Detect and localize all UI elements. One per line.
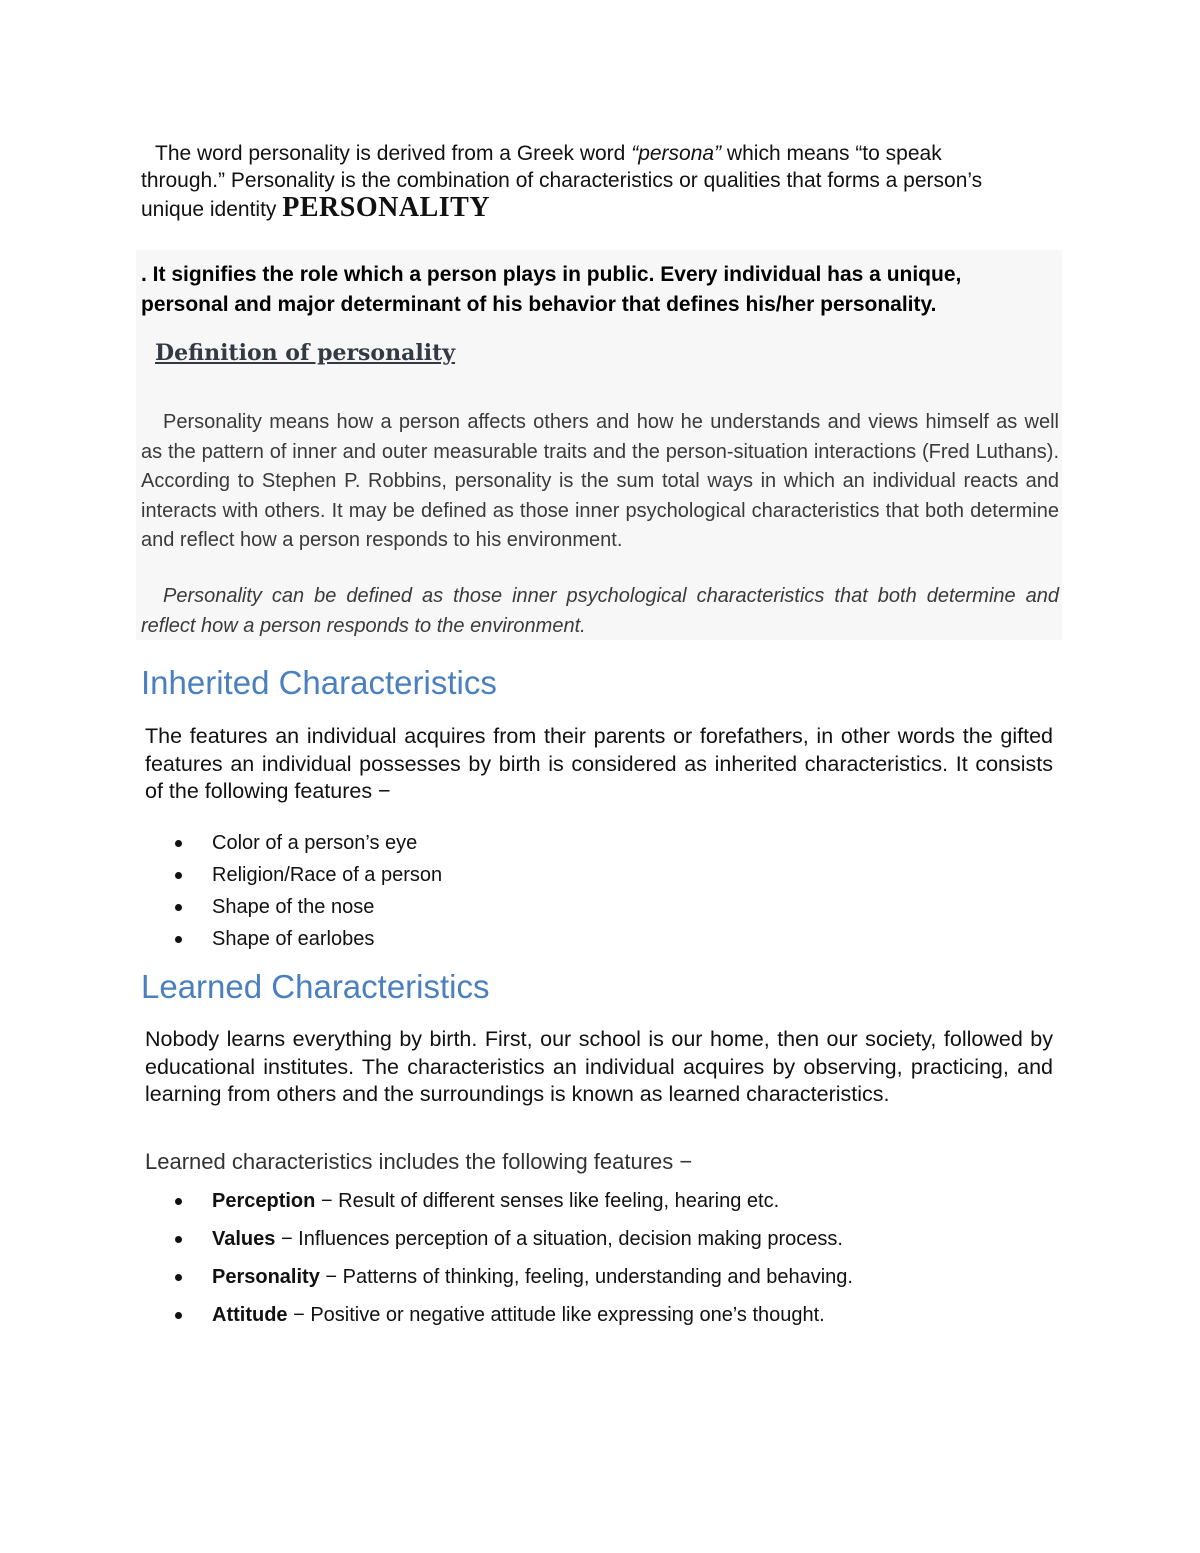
- intro-line-3: [141, 194, 1061, 223]
- definition-heading: Definition of personality: [155, 340, 456, 366]
- definition-italic-paragraph: [141, 582, 1059, 641]
- signifies-paragraph: [141, 260, 1061, 320]
- signifies-line-1: . It signifies the role which a person plays in public. Every individual has a unique,: [141, 263, 962, 286]
- list-item-text: − Influences perception of a situation, decision making process.: [275, 1228, 843, 1250]
- list-item-text: Religion/Race of a person: [212, 864, 443, 886]
- list-item-text: − Result of different senses like feeling, hearing etc.: [315, 1190, 780, 1212]
- list-item: [172, 1258, 853, 1296]
- list-item-term: Perception: [212, 1190, 316, 1212]
- list-item-term: Personality: [212, 1266, 320, 1288]
- intro-line-1: [141, 140, 1061, 167]
- list-item: [172, 1296, 853, 1334]
- personality-title: PERSONALITY: [282, 192, 491, 223]
- list-item-text: − Patterns of thinking, feeling, understanding and behaving.: [319, 1266, 853, 1288]
- learned-paragraph: Nobody learns everything by birth. First, our school is our home, then our society, followed by educational institutes. The characteristics an individual acquires by observing, practicing, and learning from others and the surroundings is known as learned characteristics.: [145, 1027, 1053, 1106]
- definition-paragraph: [141, 408, 1059, 556]
- list-item: [172, 923, 442, 955]
- bullet-icon: [175, 1274, 182, 1281]
- list-item: [172, 859, 442, 891]
- list-item: [172, 891, 442, 923]
- bullet-icon: [175, 840, 182, 847]
- intro-text: which means “to speak: [721, 142, 942, 165]
- learned-intro: Learned characteristics includes the following features −: [145, 1149, 693, 1174]
- bullet-icon: [175, 904, 182, 911]
- list-item: [172, 827, 442, 859]
- bullet-icon: [175, 1198, 182, 1205]
- list-item-text: Shape of the nose: [212, 896, 375, 918]
- intro-line-2: through.” Personality is the combination of characteristics or qualities that forms a person’s: [141, 169, 983, 192]
- intro-text: The word personality is derived from a Greek word: [155, 142, 632, 165]
- bullet-icon: [175, 872, 182, 879]
- list-item-text: Color of a person’s eye: [212, 832, 418, 854]
- bullet-icon: [175, 1236, 182, 1243]
- list-item: [172, 1182, 853, 1220]
- bullet-icon: [175, 1312, 182, 1319]
- indent-space: [141, 411, 163, 433]
- intro-text: unique identity: [141, 198, 283, 221]
- inherited-list: [172, 827, 442, 955]
- inherited-paragraph: The features an individual acquires from their parents or forefathers, in other words the gifted features an individual possesses by birth is considered as inherited characteristics. It consists of the following features −: [145, 724, 1053, 803]
- learned-heading: Learned Characteristics: [141, 968, 490, 1005]
- definition-italic-text: Personality can be defined as those inner psychological characteristics that both determine and reflect how a person responds to the environment.: [141, 585, 1059, 637]
- list-item: [172, 1220, 853, 1258]
- learned-list: [172, 1182, 853, 1334]
- list-item-term: Values: [212, 1228, 276, 1250]
- inherited-heading: Inherited Characteristics: [141, 664, 497, 701]
- bullet-icon: [175, 936, 182, 943]
- persona-word: “persona”: [631, 142, 722, 165]
- list-item-text: Shape of earlobes: [212, 928, 375, 950]
- list-item-text: − Positive or negative attitude like expressing one’s thought.: [287, 1304, 825, 1326]
- list-item-term: Attitude: [212, 1304, 288, 1326]
- indent-space: [141, 585, 163, 607]
- definition-text: Personality means how a person affects others and how he understands and views himself as well as the pattern of inner and outer measurable traits and the person-situation interactions (Fred Luthans). According to Stephen P. Robbins, personality is the sum total ways in which an individual reacts and interacts with others. It may be defined as those inner psychological characteristics that both determine and reflect how a person responds to his environment.: [141, 411, 1059, 551]
- signifies-line-2: personal and major determinant of his behavior that defines his/her personality.: [141, 293, 937, 316]
- intro-paragraph: [141, 140, 1061, 223]
